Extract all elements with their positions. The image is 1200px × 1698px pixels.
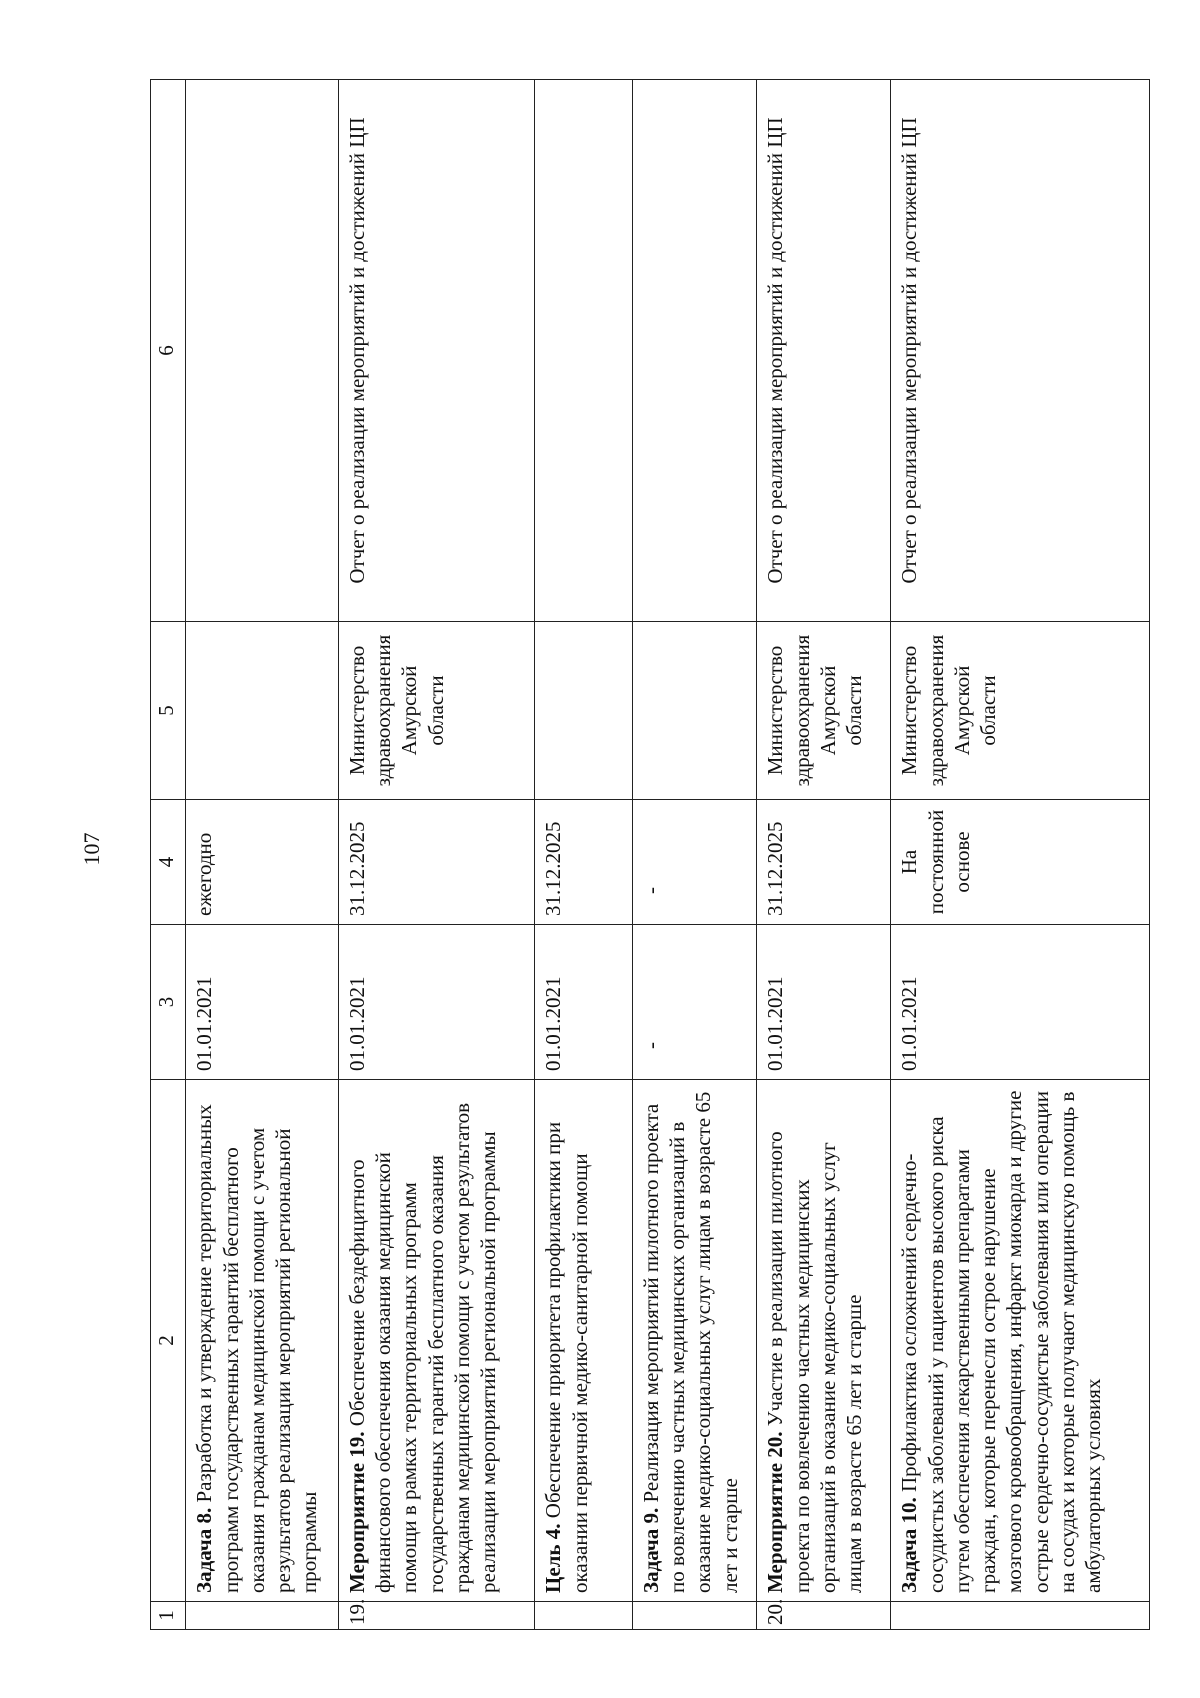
row-text: Обеспечение приоритета профилактики при оказании первичной медико-санитарной помощи	[541, 1121, 592, 1593]
row-text: Обеспечение бездефицитного финансового обеспечения оказания медицинской помощи в рамках территориальных программ государственных гарантий бесплатного оказания гражданам медицинской помощи с учетом результатов реализации мероприятий региональной программы	[344, 1102, 501, 1593]
row-title: Мероприятие 19.	[344, 1431, 369, 1593]
result: Отчет о реализации мероприятий и достижений ЦП	[757, 80, 891, 622]
row-number: 19.	[338, 1602, 534, 1630]
start-date: 01.01.2021	[757, 925, 891, 1080]
row-text: Участие в реализации пилотного проекта по вовлечению частных медицинских организаций в оказание медико-социальных услуг лицам в возрасте 65 лет и старше	[763, 1131, 867, 1593]
row-title: Мероприятие 20.	[763, 1431, 788, 1593]
header-cell: 3	[151, 925, 186, 1080]
row-title: Задача 8.	[192, 1507, 217, 1593]
header-cell: 4	[151, 800, 186, 925]
row-title: Задача 10.	[897, 1497, 922, 1593]
start-date: 01.01.2021	[891, 925, 1150, 1080]
row-description	[535, 1080, 633, 1602]
end-date: 31.12.2025	[338, 800, 534, 925]
start-date: 01.01.2021	[186, 925, 339, 1080]
row-text: Реализация мероприятий пилотного проекта по вовлечению частных медицинских организаций в оказание медико-социальных услуг лицам в возрасте 65 лет и старше	[638, 1091, 742, 1593]
end-date: -	[632, 800, 756, 925]
row-number	[535, 1602, 633, 1630]
row-number	[891, 1602, 1150, 1630]
row-number: 20.	[757, 1602, 891, 1630]
row-description	[186, 1080, 339, 1602]
row-title: Задача 9.	[638, 1507, 663, 1593]
result	[186, 80, 339, 622]
result: Отчет о реализации мероприятий и достижений ЦП	[891, 80, 1150, 622]
result	[632, 80, 756, 622]
header-cell: 1	[151, 1602, 186, 1630]
end-date: На постоянной основе	[891, 800, 1150, 925]
executor	[632, 622, 756, 800]
executor	[535, 622, 633, 800]
result: Отчет о реализации мероприятий и достижений ЦП	[338, 80, 534, 622]
table-row	[632, 80, 756, 1630]
header-row	[151, 80, 186, 1630]
end-date: 31.12.2025	[757, 800, 891, 925]
executor	[186, 622, 339, 800]
table-row	[338, 80, 534, 1630]
result	[535, 80, 633, 622]
table-row	[186, 80, 339, 1630]
row-description	[632, 1080, 756, 1602]
page-number: 107	[79, 832, 104, 866]
row-text: Профилактика осложнений сердечно-сосудистых заболеваний у пациентов высокого риска путем обеспечения лекарственными препаратами граждан, которые перенесли острое нарушение мозгового кровообращения, инфаркт миокарда и другие острые сердечно-сосудистые заболевания или операции на сосудах и которые получают медицинскую помощь в амбулаторных условиях	[897, 1090, 1106, 1593]
row-number	[186, 1602, 339, 1630]
end-date: 31.12.2025	[535, 800, 633, 925]
table-row	[891, 80, 1150, 1630]
executor: Министерство здравоохранения Амурской области	[338, 622, 534, 800]
rotated-table-container	[150, 80, 1150, 1630]
start-date: -	[632, 925, 756, 1080]
row-number	[632, 1602, 756, 1630]
executor: Министерство здравоохранения Амурской области	[891, 622, 1150, 800]
table-row	[757, 80, 891, 1630]
row-description	[757, 1080, 891, 1602]
row-title: Цель 4.	[541, 1523, 566, 1593]
row-description	[891, 1080, 1150, 1602]
header-cell: 5	[151, 622, 186, 800]
start-date: 01.01.2021	[535, 925, 633, 1080]
row-description	[338, 1080, 534, 1602]
start-date: 01.01.2021	[338, 925, 534, 1080]
measures-table	[150, 79, 1150, 1630]
header-cell: 6	[151, 80, 186, 622]
row-text: Разработка и утверждение территориальных программ государственных гарантий бесплатного оказания гражданам медицинской помощи с учетом результатов реализации мероприятий региональной программы	[192, 1104, 322, 1593]
header-cell: 2	[151, 1080, 186, 1602]
table-row	[535, 80, 633, 1630]
executor: Министерство здравоохранения Амурской области	[757, 622, 891, 800]
end-date: ежегодно	[186, 800, 339, 925]
